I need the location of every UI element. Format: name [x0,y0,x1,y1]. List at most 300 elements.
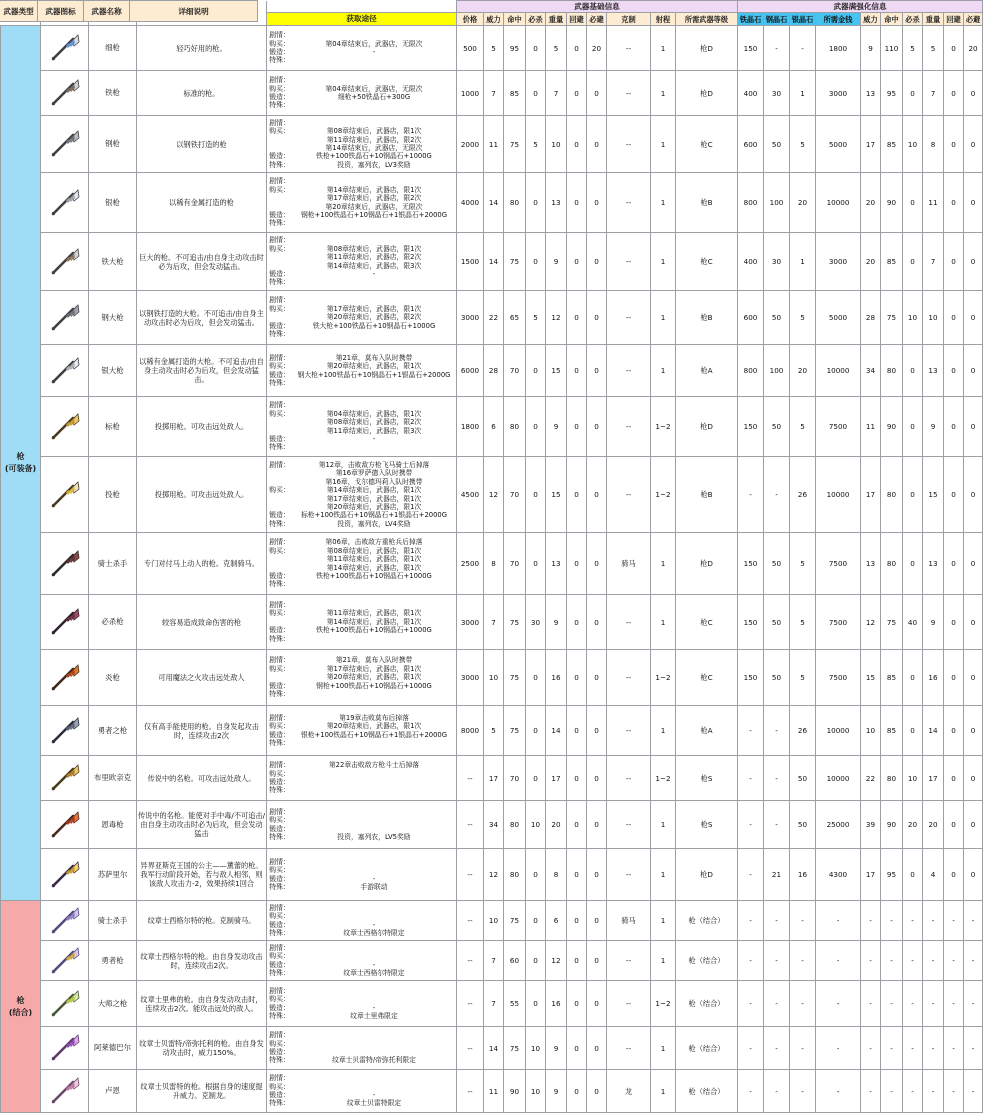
header-crit: 必杀 [526,13,546,26]
table-row [1,173,983,233]
acquire-label: 购买： [269,304,290,313]
cell-iron-crystal: - [738,1070,764,1113]
acquire-label: 剧情： [269,713,290,722]
acquire-buy [267,85,456,93]
header-forge-crit: 必杀 [903,13,923,26]
cell-might: 7 [484,595,504,650]
acquire-label: 特殊： [269,1056,290,1065]
cell-forge-dodge: 20 [964,26,983,71]
acquire-value: 纹章士贝雷特限定 [346,1099,402,1108]
acquire-value: 铁枪+100铁晶石+10钢晶石+1000G [316,571,432,580]
cell-crit: 0 [526,533,546,595]
category-label-line2: (可装备) [4,464,37,473]
cell-forge-hit: 85 [881,233,903,291]
table-row [1,1027,983,1070]
cell-silver-crystal: - [790,981,816,1027]
acquire-label: 特殊： [269,786,290,795]
cell-range: 1 [651,291,676,345]
cell-forge-dodge: - [964,1070,983,1113]
weapon-acquire [267,801,457,849]
acquire-forge [267,435,456,443]
weapon-icon [41,173,89,233]
cell-counter: -- [607,849,651,901]
weapon-icon [41,981,89,1027]
table-row [1,233,983,291]
cell-might: 10 [484,650,504,706]
cell-iron-crystal: 150 [738,533,764,595]
acquire-special [267,101,456,109]
cell-dodge: 0 [587,173,607,233]
cell-iron-crystal: - [738,801,764,849]
cell-forge-weight: 9 [923,397,944,457]
cell-avoid: 0 [567,345,587,397]
cell-crit: 0 [526,981,546,1027]
weapon-name: 恩毒枪 [89,801,137,849]
cell-counter: -- [607,756,651,801]
cell-crit: 0 [526,457,546,533]
weapon-acquire [267,233,457,291]
cell-crit: 10 [526,801,546,849]
cell-weapon-rank: 枪C [676,595,738,650]
cell-forge-might: 12 [861,595,881,650]
acquire-label: 购买： [269,39,290,48]
cell-weapon-rank: 枪B [676,173,738,233]
cell-silver-crystal: - [790,1070,816,1113]
cell-forge-hit: - [881,1027,903,1070]
cell-hit: 75 [504,650,526,706]
acquire-plot [267,656,456,664]
acquire-special [267,883,456,891]
cell-iron-crystal: - [738,1027,764,1070]
acquire-plot [267,401,456,409]
cell-crit: 10 [526,1070,546,1113]
cell-gold-cost: 3000 [816,71,861,116]
cell-forge-weight: 4 [923,849,944,901]
cell-forge-dodge: 0 [964,595,983,650]
table-row [1,650,983,706]
acquire-plot [267,461,456,486]
header-forge-might: 威力 [861,13,881,26]
cell-forge-avoid: 0 [944,397,964,457]
table-row [1,981,983,1027]
cell-range: 1~2 [651,981,676,1027]
cell-forge-hit: 75 [881,291,903,345]
cell-crit: 0 [526,849,546,901]
cell-weight: 16 [546,650,567,706]
cell-forge-hit: - [881,941,903,981]
acquire-value: 第14章结束后，武器店，限1次 第17章结束后，武器店，限1次 第20章结束后，武器店，限1次 [326,486,422,511]
header-forge-avoid: 回避 [944,13,964,26]
acquire-plot [267,808,456,816]
cell-iron-crystal: 150 [738,595,764,650]
acquire-label: 特殊： [269,580,290,589]
header-weight: 重量 [546,13,567,26]
cell-forge-weight: 20 [923,801,944,849]
cell-gold-cost: 7500 [816,397,861,457]
weapon-description: 纹章士贝雷特/帝弥托利的枪。由自身发动攻击时，威力150%。 [137,1027,267,1070]
cell-forge-avoid: 0 [944,533,964,595]
cell-counter: -- [607,941,651,981]
acquire-label: 锻造： [269,48,290,56]
acquire-special [267,833,456,841]
cell-hit: 60 [504,941,526,981]
cell-forge-might: 20 [861,173,881,233]
cell-gold-cost: 10000 [816,345,861,397]
cell-crit: 5 [526,291,546,345]
weapon-name: 必杀枪 [89,595,137,650]
cell-counter: -- [607,801,651,849]
cell-silver-crystal: 5 [790,116,816,173]
acquire-label: 购买： [269,912,290,921]
cell-weapon-rank: 枪B [676,291,738,345]
cell-dodge: 0 [587,981,607,1027]
weapon-name: 炎枪 [89,650,137,706]
header-hit: 命中 [504,13,526,26]
weapon-acquire [267,1027,457,1070]
header-rank: 所需武器等级 [676,13,738,26]
cell-weapon-rank: 枪D [676,849,738,901]
cell-crit: 0 [526,173,546,233]
cell-hit: 75 [504,1027,526,1070]
weapon-description: 纹章士西格尔特的枪。由自身发动攻击时，连续攻击2次。 [137,941,267,981]
acquire-special [267,379,456,387]
cell-forge-might: - [861,981,881,1027]
acquire-buy [267,912,456,920]
acquire-label: 特殊： [269,378,290,387]
acquire-value: 第21章，莫布入队时携带 [335,656,413,665]
acquire-label: 剧情： [269,986,290,995]
acquire-plot [267,987,456,995]
cell-forge-might: - [861,901,881,941]
cell-forge-crit: - [903,941,923,981]
weapon-icon [41,533,89,595]
acquire-plot [267,354,456,362]
cell-price: -- [457,1070,484,1113]
weapon-icon [41,901,89,941]
cell-steel-crystal: 50 [764,397,790,457]
acquire-value: 铁大枪+100铁晶石+10钢晶石+1000G [312,321,436,330]
cell-range: 1~2 [651,756,676,801]
category-label-line1: 枪 [16,995,25,1005]
cell-avoid: 0 [567,26,587,71]
cell-forge-weight: 15 [923,457,944,533]
cell-weight: 9 [546,397,567,457]
cell-dodge: 0 [587,116,607,173]
header-label-category: 武器类型 [0,0,38,22]
cell-counter: -- [607,233,651,291]
cell-avoid: 0 [567,1027,587,1070]
cell-might: 14 [484,1027,504,1070]
cell-hit: 80 [504,849,526,901]
acquire-label: 锻造： [269,269,290,278]
cell-dodge: 0 [587,595,607,650]
acquire-special [267,330,456,338]
cell-forge-weight: 10 [923,291,944,345]
acquire-label: 锻造： [269,1091,290,1099]
acquire-special [267,1099,456,1107]
acquire-buy [267,547,456,572]
cell-gold-cost: - [816,901,861,941]
cell-silver-crystal: 5 [790,650,816,706]
acquire-plot [267,31,456,39]
cell-forge-weight: 7 [923,233,944,291]
weapon-name: 标枪 [89,397,137,457]
cell-range: 1 [651,941,676,981]
cell-forge-crit: 0 [903,650,923,706]
cell-forge-crit: - [903,1027,923,1070]
cell-avoid: 0 [567,981,587,1027]
cell-iron-crystal: - [738,941,764,981]
acquire-forge [267,270,456,278]
cell-steel-crystal: 50 [764,595,790,650]
cell-dodge: 0 [587,233,607,291]
cell-forge-might: 13 [861,533,881,595]
cell-price: 2500 [457,533,484,595]
cell-forge-weight: - [923,981,944,1027]
acquire-special [267,635,456,643]
acquire-value: 银枪+100铁晶石+10钢晶石+1银晶石+2000G [300,730,448,739]
cell-forge-dodge: - [964,901,983,941]
cell-gold-cost: 1800 [816,26,861,71]
acquire-value: 第19章击败莫布后掉落 [339,713,409,722]
cell-hit: 70 [504,457,526,533]
weapon-acquire [267,345,457,397]
acquire-label: 剧情： [269,903,290,912]
cell-range: 1 [651,595,676,650]
cell-crit: 0 [526,901,546,941]
acquire-plot [267,177,456,185]
cell-range: 1 [651,233,676,291]
left-header-row [0,0,258,22]
acquire-label: 特殊： [269,738,290,747]
acquire-label: 剧情： [269,943,290,952]
acquire-label: 特殊： [269,219,290,228]
cell-dodge: 0 [587,457,607,533]
cell-avoid: 0 [567,1070,587,1113]
cell-might: 8 [484,533,504,595]
cell-forge-crit: 40 [903,595,923,650]
weapon-name: 细枪 [89,26,137,71]
acquire-special [267,443,456,451]
acquire-label: 剧情： [269,76,290,85]
acquire-value: 钢大枪+100铁晶石+10钢晶石+1银晶石+2000G [297,370,451,379]
cell-gold-cost: 10000 [816,706,861,756]
cell-hit: 80 [504,801,526,849]
acquire-value: 第08章结束后，武器店，限1次 第11章结束后，武器店，限1次 第14章结束后，武器店，限1次 [326,546,422,572]
cell-crit: 30 [526,595,546,650]
acquire-label: 锻造： [269,778,290,786]
acquire-label: 购买： [269,486,290,495]
acquire-value: 纹章士里弗限定 [350,1011,398,1020]
acquire-label: 剧情： [269,296,290,305]
acquire-special [267,739,456,747]
cell-weapon-rank: 枪D [676,533,738,595]
cell-forge-dodge: 0 [964,291,983,345]
cell-iron-crystal: - [738,706,764,756]
cell-forge-dodge: 0 [964,397,983,457]
cell-avoid: 0 [567,901,587,941]
acquire-forge [267,511,456,519]
acquire-label: 购买： [269,84,290,93]
cell-crit: 10 [526,1027,546,1070]
cell-weight: 16 [546,981,567,1027]
cell-weight: 14 [546,706,567,756]
cell-price: -- [457,849,484,901]
cell-weapon-rank: 枪D [676,71,738,116]
acquire-label: 购买： [269,185,290,194]
cell-forge-might: 9 [861,26,881,71]
acquire-plot [267,858,456,866]
weapon-description: 纹章士里弗的枪。由自身发动攻击时，连续攻击2次。能攻击远处的敌人。 [137,981,267,1027]
acquire-special [267,969,456,977]
acquire-label: 剧情： [269,656,290,665]
cell-weapon-rank: 枪D [676,26,738,71]
acquire-label: 特殊： [269,968,290,977]
cell-forge-might: 17 [861,457,881,533]
acquire-buy [267,770,456,778]
cell-iron-crystal: 150 [738,650,764,706]
cell-forge-weight: 8 [923,116,944,173]
acquire-plot [267,601,456,609]
cell-weapon-rank: 枪S [676,756,738,801]
cell-might: 7 [484,71,504,116]
weapon-description: 投掷用枪。可攻击远处敌人。 [137,397,267,457]
acquire-label: 购买： [269,409,290,418]
acquire-label: 剧情： [269,177,290,186]
acquire-label: 锻造： [269,321,290,330]
cell-steel-crystal: - [764,1027,790,1070]
cell-range: 1 [651,71,676,116]
table-row [1,801,983,849]
cell-forge-might: 15 [861,650,881,706]
cell-silver-crystal: 20 [790,173,816,233]
cell-forge-hit: 90 [881,801,903,849]
acquire-value: 第20章结束后，武器店，限1次 [326,722,422,731]
cell-silver-crystal: 5 [790,533,816,595]
cell-dodge: 0 [587,1070,607,1113]
cell-forge-might: - [861,941,881,981]
cell-counter: -- [607,116,651,173]
cell-avoid: 0 [567,756,587,801]
acquire-label: 锻造： [269,571,290,580]
acquire-label: 特殊： [269,56,290,65]
header-group-forge: 武器满强化信息 [738,1,983,13]
cell-crit: 5 [526,116,546,173]
cell-range: 1~2 [651,650,676,706]
cell-price: -- [457,981,484,1027]
cell-price: -- [457,941,484,981]
cell-steel-crystal: 100 [764,345,790,397]
cell-might: 5 [484,706,504,756]
acquire-value: - [372,1003,376,1012]
cell-forge-might: 11 [861,397,881,457]
acquire-forge [267,961,456,969]
cell-counter: 骑马 [607,901,651,941]
cell-weapon-rank: 枪（结合） [676,941,738,981]
cell-forge-might: 34 [861,345,881,397]
cell-iron-crystal: 600 [738,291,764,345]
weapon-name: 勇者之枪 [89,706,137,756]
cell-range: 1 [651,706,676,756]
cell-forge-dodge: - [964,941,983,981]
weapon-description: 投掷用枪。可攻击远处敌人。 [137,457,267,533]
header-dodge: 必避 [587,13,607,26]
table-row [1,706,983,756]
category-label-line2: (结合) [8,1007,33,1017]
acquire-label: 剧情： [269,1031,290,1040]
cell-might: 7 [484,941,504,981]
cell-price: -- [457,1027,484,1070]
acquire-label: 特殊： [269,690,290,699]
cell-weapon-rank: 枪（结合） [676,901,738,941]
cell-silver-crystal: 5 [790,595,816,650]
weapon-name: 钢大枪 [89,291,137,345]
cell-price: -- [457,801,484,849]
header-label-desc: 详细说明 [129,0,258,22]
cell-steel-crystal: - [764,801,790,849]
cell-crit: 0 [526,71,546,116]
acquire-label: 剧情： [269,538,290,547]
cell-weight: 15 [546,345,567,397]
acquire-label: 剧情： [269,401,290,410]
weapon-acquire [267,116,457,173]
weapon-acquire [267,981,457,1027]
cell-crit: 0 [526,706,546,756]
cell-gold-cost: 7500 [816,650,861,706]
cell-iron-crystal: - [738,457,764,533]
cell-forge-crit: 10 [903,116,923,173]
acquire-value: - [372,874,376,883]
cell-steel-crystal: - [764,706,790,756]
table-row [1,941,983,981]
acquire-forge [267,778,456,786]
acquire-label: 锻造： [269,920,290,929]
weapon-description: 传说中的名枪。可攻击远处敌人。 [137,756,267,801]
cell-dodge: 0 [587,901,607,941]
table-row [1,901,983,941]
acquire-buy [267,722,456,730]
cell-hit: 75 [504,233,526,291]
cell-steel-crystal: 50 [764,116,790,173]
header-avoid: 回避 [567,13,587,26]
cell-forge-avoid: 0 [944,233,964,291]
cell-iron-crystal: 150 [738,397,764,457]
cell-might: 6 [484,397,504,457]
acquire-label: 锻造： [269,824,290,833]
acquire-value: 第04章结束后，武器店，无限次 [325,39,423,48]
acquire-label: 剧情： [269,857,290,866]
cell-forge-weight: - [923,941,944,981]
cell-steel-crystal: 30 [764,233,790,291]
cell-forge-avoid: - [944,1070,964,1113]
cell-silver-crystal: 5 [790,397,816,457]
weapon-icon [41,650,89,706]
cell-counter: -- [607,650,651,706]
acquire-label: 剧情： [269,460,290,469]
cell-forge-weight: 14 [923,706,944,756]
cell-forge-might: 39 [861,801,881,849]
cell-forge-hit: 85 [881,706,903,756]
cell-counter: -- [607,595,651,650]
cell-price: 1500 [457,233,484,291]
weapon-acquire [267,849,457,901]
weapon-acquire [267,533,457,595]
cell-dodge: 0 [587,1027,607,1070]
acquire-forge [267,825,456,833]
weapon-acquire [267,173,457,233]
cell-might: 14 [484,173,504,233]
weapon-description: 标准的枪。 [137,71,267,116]
